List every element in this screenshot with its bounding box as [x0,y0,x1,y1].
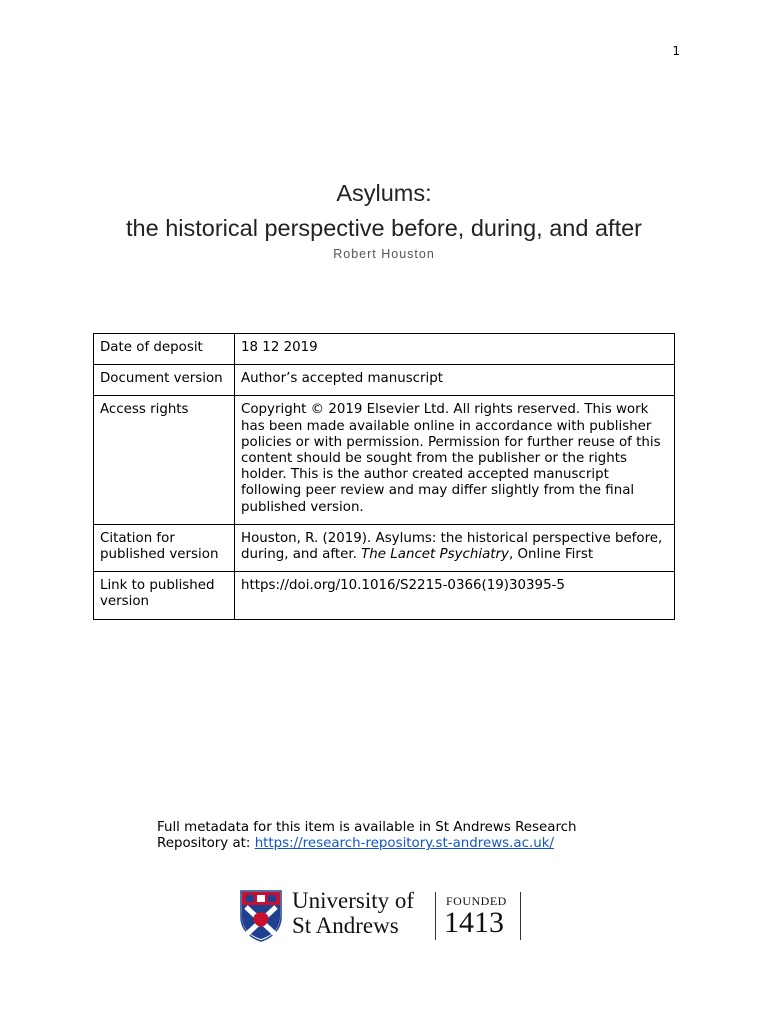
author-name: Robert Houston [333,247,435,261]
founded-label: FOUNDED [446,894,507,908]
table-row [94,365,675,396]
citation-value [235,524,675,571]
row-label: Link to published version [94,572,235,619]
title-line-1: Asylums: [336,180,432,206]
university-logo [240,888,530,944]
row-label: Date of deposit [94,334,235,365]
table-row [94,524,675,571]
university-name [292,888,414,938]
row-label: Document version [94,365,235,396]
table-row [94,396,675,524]
doi-link[interactable]: https://doi.org/10.1016/S2215-0366(19)30395-5 [235,572,675,619]
founded-year: 1413 [444,906,504,939]
table-row [94,334,675,365]
row-label: Access rights [94,396,235,524]
footer-note [157,820,637,853]
repository-link[interactable]: https://research-repository.st-andrews.ac.uk/ [254,836,554,852]
journal-name: The Lancet Psychiatry [361,547,509,563]
row-value: Copyright © 2019 Elsevier Ltd. All rights reserved. This work has been made available online in accordance with publisher policies or with permission. Permission for further reuse of this content should be sought from the publisher or the rights holder. This is the author created accepted manuscript following peer review and may differ slightly from the final published version. [235,396,675,524]
title-line-2: the historical perspective before, during, and after [126,215,642,241]
row-label: Citation for published version [94,524,235,571]
citation-suffix: , Online First [508,547,594,563]
document-title [0,176,768,246]
citation-text: Houston, R. (2019). Asylums: the historical perspective before, during, and after. [241,530,663,563]
logo-divider [520,892,521,940]
footer-text: Full metadata for this item is available in St Andrews Research Repository at: [157,820,577,852]
logo-divider [435,892,436,940]
page-number: 1 [672,44,680,58]
table-row [94,572,675,619]
university-name-line-1: University of [292,888,415,913]
row-value: 18 12 2019 [235,334,675,365]
university-crest-icon [240,890,282,942]
row-value: Author’s accepted manuscript [235,365,675,396]
university-name-line-2: St Andrews [292,913,399,938]
title-block [0,176,768,261]
metadata-table [93,333,675,620]
